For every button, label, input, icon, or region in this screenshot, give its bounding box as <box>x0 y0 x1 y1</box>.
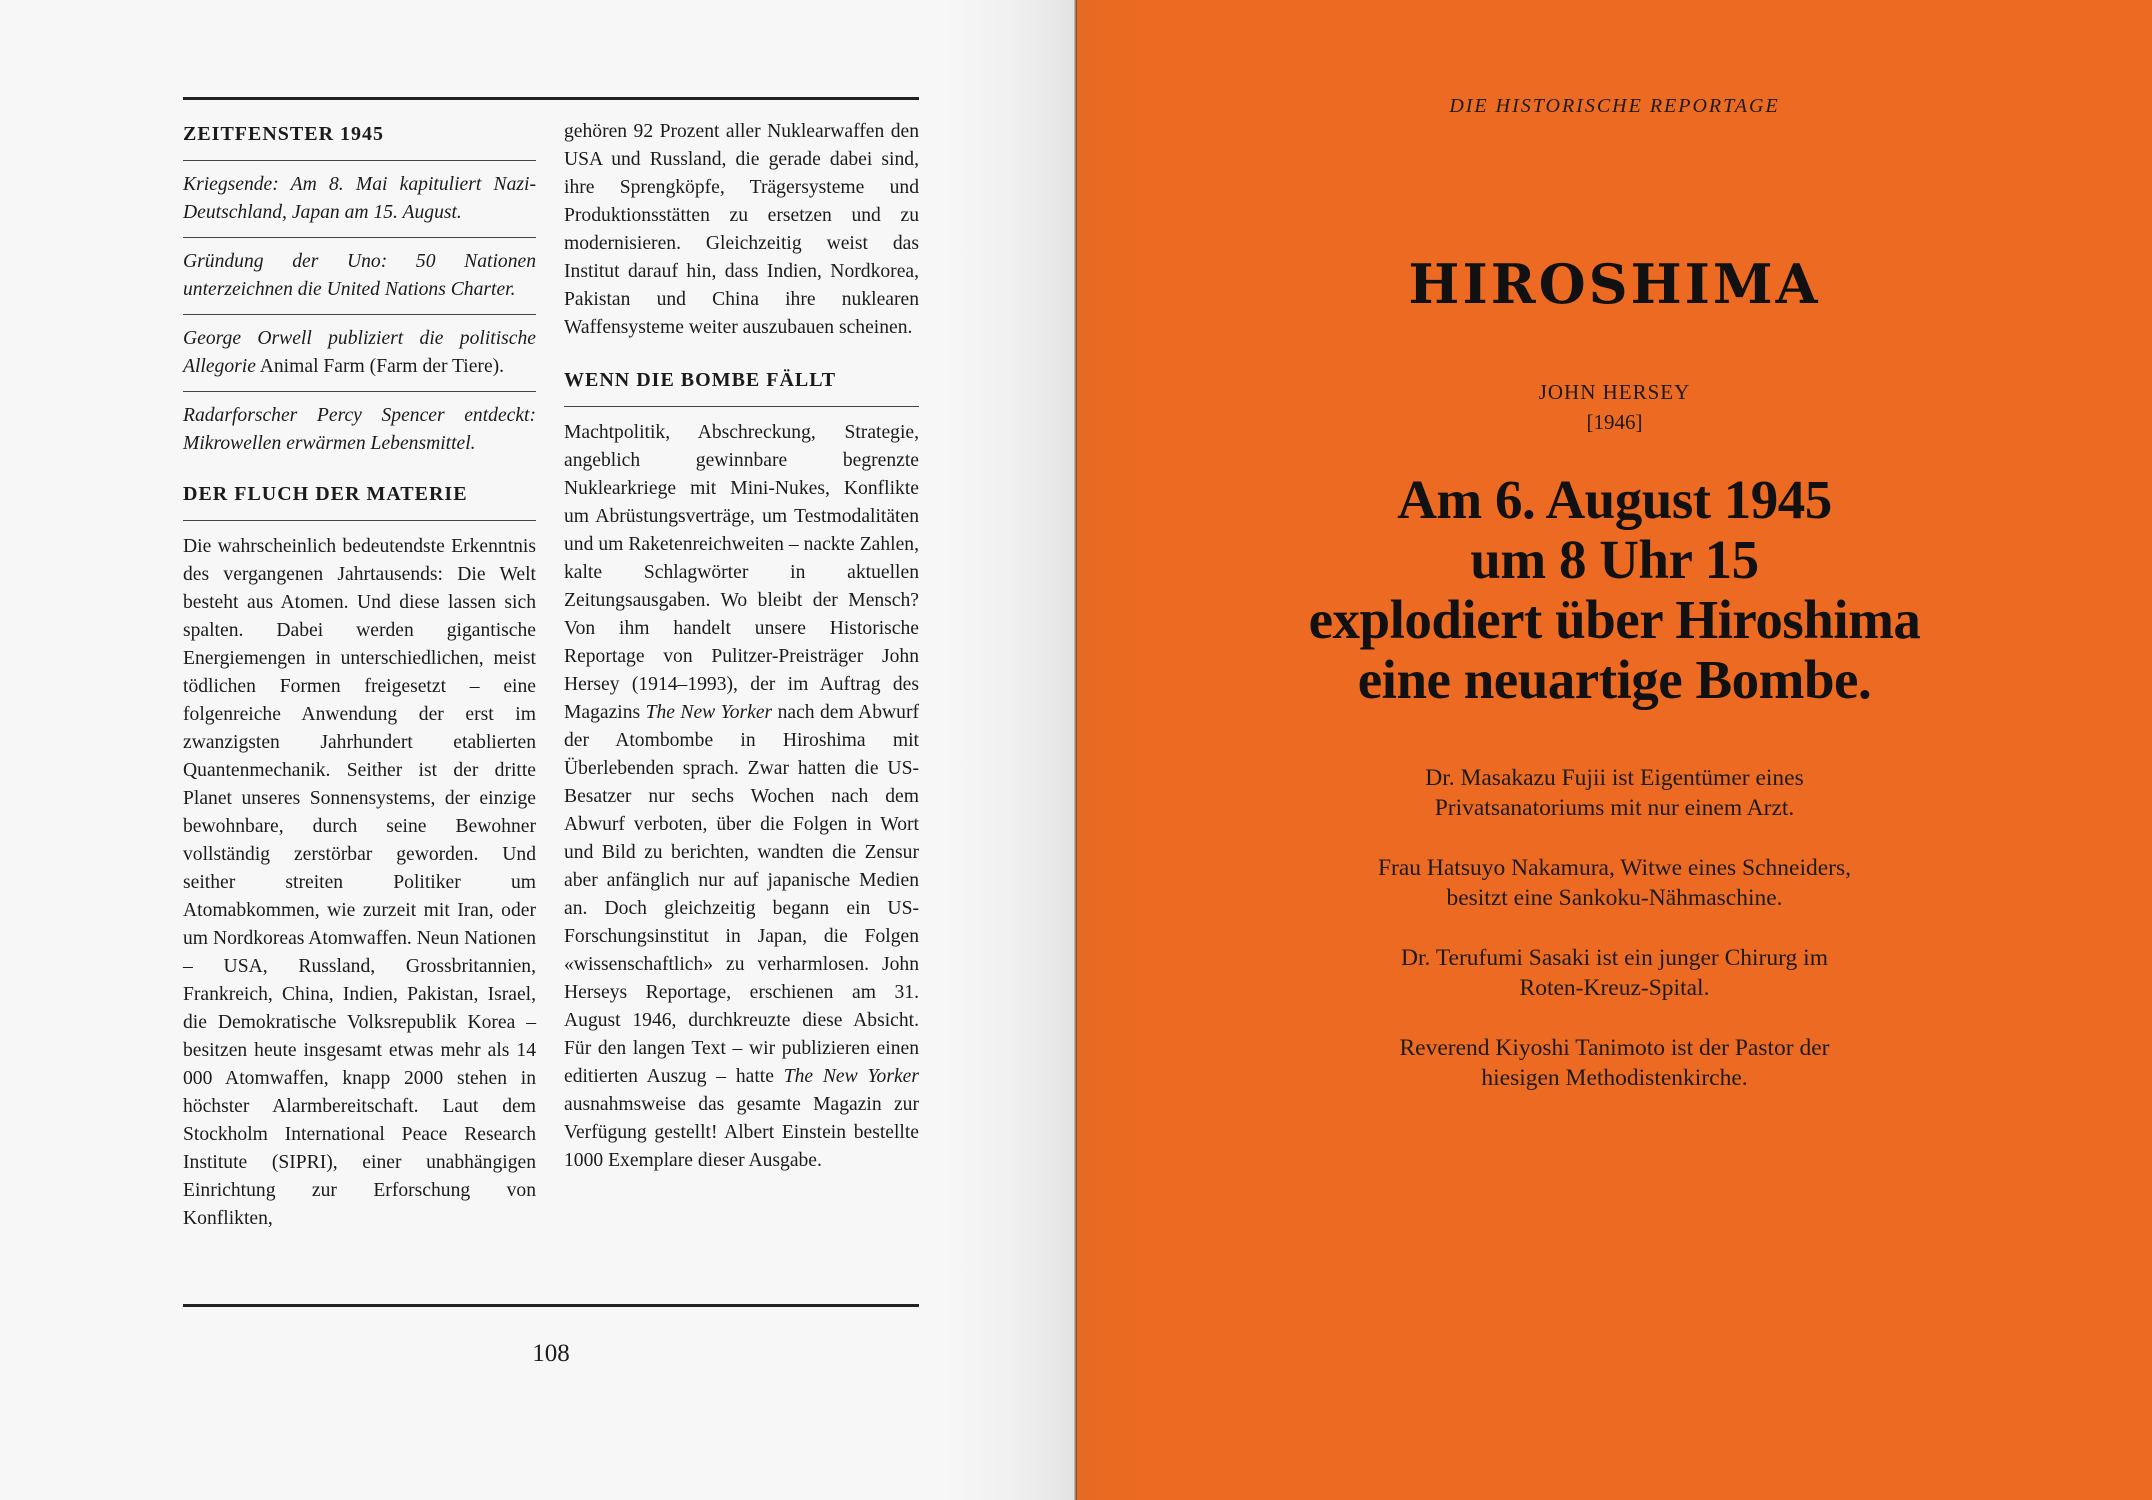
character-line: hiesigen Methodistenkirche. <box>1481 1065 1748 1091</box>
body-text: ausnahmsweise das gesamte Magazin zur Verfügung gestellt! Albert Einstein bestellte 1000 Exemplare dieser Ausgabe. <box>564 1094 919 1171</box>
timeline-item <box>183 315 536 392</box>
timeline-item-text: Kriegsende: Am 8. Mai kapituliert Nazi-Deutschland, Japan am 15. August. <box>183 174 536 223</box>
character-line: Frau Hatsuyo Nakamura, Witwe eines Schneiders, <box>1377 855 1852 881</box>
timeline-item <box>183 392 536 476</box>
character-line: Roten-Kreuz-Spital. <box>1519 975 1710 1001</box>
character-line: besitzt eine Sankoku-Nähmaschine. <box>1446 885 1783 911</box>
timeline-item-text: Gründung der Uno: 50 Nationen unterzeichnen die United Nations Charter. <box>183 251 536 300</box>
section-heading-bombe: WENN DIE BOMBE FÄLLT <box>564 362 919 407</box>
headline-line: explodiert über Hiroshima <box>1308 589 1921 650</box>
right-column <box>564 118 919 1175</box>
right-page <box>1077 0 2152 1500</box>
section-kicker: DIE HISTORISCHE REPORTAGE <box>1449 95 1780 117</box>
timeline-item <box>183 238 536 315</box>
character-line: Reverend Kiyoshi Tanimoto ist der Pastor der <box>1399 1035 1830 1061</box>
character-line: Privatsanatoriums mit nur einem Arzt. <box>1434 795 1795 821</box>
left-column <box>183 118 536 1233</box>
body-paragraph-continued: gehören 92 Prozent aller Nuklearwaffen den USA und Russland, die gerade dabei sind, ihre Sprengköpfe, Trägersysteme und Produktionsstätten zu ersetzen und zu modernisieren. Gleichzeitig weist das Institut darauf hin, dass Indien, Nordkorea, Pakistan und China ihre nuklearen Waffensysteme weiter auszubauen scheinen. <box>564 121 919 338</box>
timeline-item-text: George Orwell publiziert die politische Allegorie <box>183 328 536 377</box>
headline-line: eine neuartige Bombe. <box>1357 649 1872 710</box>
headline <box>1077 470 2152 710</box>
character-entry <box>1077 853 2152 913</box>
article-title: HIROSHIMA <box>1408 252 1821 316</box>
book-title-text: Animal Farm (Farm der Tiere). <box>255 356 505 377</box>
headline-line: um 8 Uhr 15 <box>1470 529 1759 590</box>
magazine-name: The New Yorker <box>645 702 773 723</box>
body-paragraph: Die wahrscheinlich bedeutendste Erkenntnis des vergangenen Jahrtausends: Die Welt besteht aus Atomen. Und diese lassen sich spalten. Dabei werden gigantische Energiemengen in unterschiedlichen, meist tödlichen Formen freigesetzt – eine folgenreiche Anwendung der erst im zwanzigsten Jahrhundert etablierten Quantenmechanik. Seither ist der dritte Planet unseres Sonnensystems, der einzige bewohnbare, durch seine Bewohner vollständig zerstörbar geworden. Und seither streiten Politiker um Atomabkommen, wie zurzeit mit Iran, oder um Nordkoreas Atomwaffen. Neun Nationen – USA, Russland, Grossbritannien, Frankreich, China, Indien, Pakistan, Israel, die Demokratische Volksrepublik Korea – besitzen heute insgesamt etwas mehr als 14 000 Atomwaffen, knapp 2000 stehen in höchster Alarmbereitschaft. Laut dem Stockholm International Peace Research Institute (SIPRI), einer unabhängigen Einrichtung zur Erforschung von Konflikten, <box>183 536 536 1229</box>
headline-line: Am 6. August 1945 <box>1397 469 1832 530</box>
character-line: Dr. Masakazu Fujii ist Eigentümer eines <box>1425 765 1804 791</box>
publication-year: [1946] <box>1586 410 1643 434</box>
character-list <box>1077 763 2152 1123</box>
character-line: Dr. Terufumi Sasaki ist ein junger Chirurg im <box>1401 945 1828 971</box>
character-entry <box>1077 1033 2152 1093</box>
zeitfenster-heading: ZEITFENSTER 1945 <box>183 118 536 161</box>
character-entry <box>1077 763 2152 823</box>
magazine-name: The New Yorker <box>783 1066 919 1087</box>
bottom-rule <box>183 1304 919 1307</box>
section-heading-fluch: DER FLUCH DER MATERIE <box>183 476 536 521</box>
timeline-item-text: Radarforscher Percy Spencer entdeckt: Mikrowellen erwärmen Lebensmittel. <box>183 405 536 454</box>
top-rule <box>183 97 919 100</box>
timeline-item <box>183 161 536 238</box>
character-entry <box>1077 943 2152 1003</box>
body-text: Machtpolitik, Abschreckung, Strategie, angeblich gewinnbare begrenzte Nuklearkriege mit Mini-Nukes, Konflikte um Abrüstungsverträge, um Testmodalitäten und um Raketenreichweiten – nackte Zahlen, kalte Schlagwörter in aktuellen Zeitungsausgaben. Wo bleibt der Mensch? Von ihm handelt unsere Historische Reportage von Pulitzer-Preisträger John Hersey (1914–1993), der im Auftrag des Magazins <box>564 422 919 723</box>
page-number: 108 <box>532 1340 570 1367</box>
body-text: nach dem Abwurf der Atombombe in Hiroshima mit Überlebenden sprach. Zwar hatten die US-Besatzer nur sechs Wochen nach dem Abwurf verboten, über die Folgen in Wort und Bild zu berichten, wandten die Zensur aber anfänglich nur auf japanische Medien an. Doch gleichzeitig begann ein US-Forschungsinstitut in Japan, die Folgen «wissenschaftlich» zu verharmlosen. John Herseys Reportage, erschienen am 31. August 1946, durchkreuzte diese Absicht. Für den langen Text – wir publizieren einen editierten Auszug – hatte <box>564 702 920 1087</box>
body-paragraph <box>564 407 919 1175</box>
author-name: JOHN HERSEY <box>1538 380 1691 404</box>
